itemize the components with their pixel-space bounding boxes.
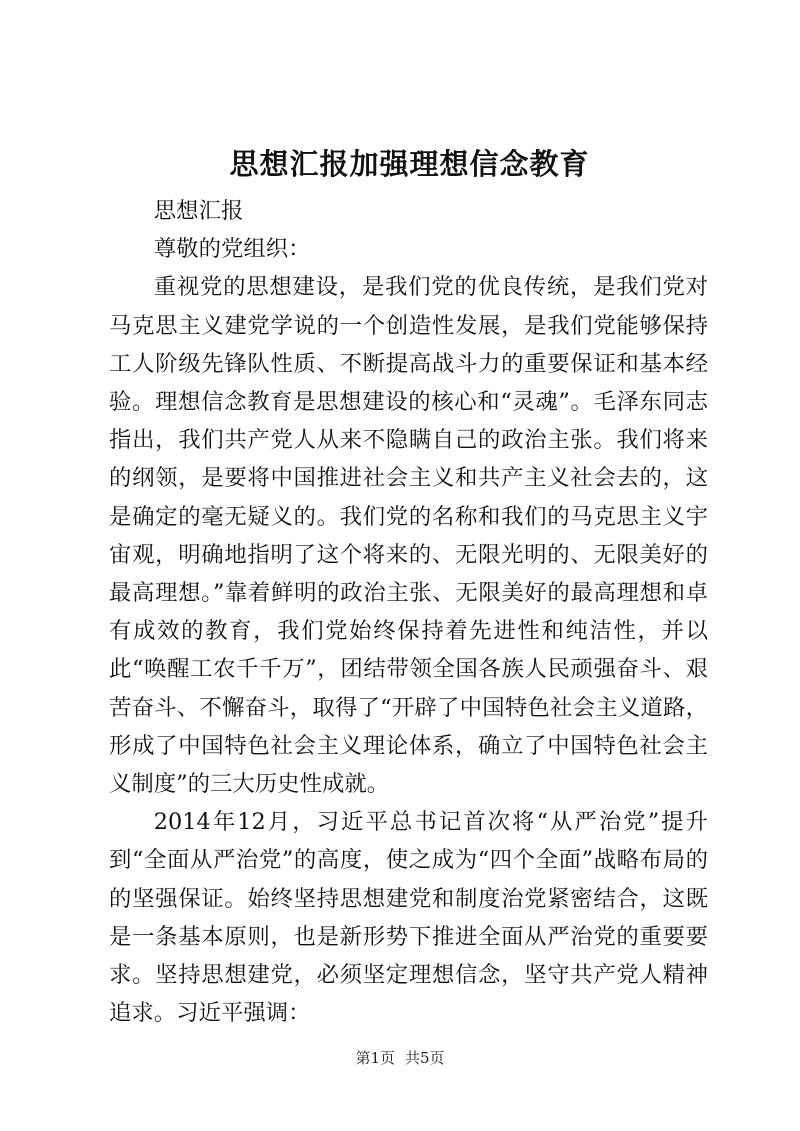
paragraph: 2014年12月，习近平总书记首次将“从严治党”提升到“全面从严治党”的高度，使之成为“四个全面”战略布局的的坚强保证。始终坚持思想建党和制度治党紧密结合，这既是一条基本原则，也是新形势下推进全面从严治党的重要要求。坚持思想建党，必须坚定理想信念，坚守共产党人精神追求。习近平强调： bbox=[109, 809, 708, 1027]
document-title: 思想汇报加强理想信念教育 bbox=[229, 147, 590, 181]
page-number: 第1页 bbox=[355, 1049, 395, 1067]
page-total: 共5页 bbox=[405, 1049, 445, 1067]
document-body bbox=[109, 192, 708, 1032]
page-footer bbox=[0, 1048, 800, 1068]
paragraph-heading: 思想汇报 bbox=[153, 198, 244, 224]
paragraph: 重视党的思想建设，是我们党的优良传统，是我们党对马克思主义建党学说的一个创造性发展，是我们党能够保持工人阶级先锋队性质、不断提高战斗力的重要保证和基本经验。理想信念教育是思想建设的核心和“灵魂”。毛泽东同志指出，我们共产党人从来不隐瞒自己的政治主张。我们将来的纲领，是要将中国推进社会主义和共产主义社会去的，这是确定的毫无疑义的。我们党的名称和我们的马克思主义宇宙观，明确地指明了这个将来的、无限光明的、无限美好的最高理想。”靠着鲜明的政治主张、无限美好的最高理想和卓有成效的教育，我们党始终保持着先进性和纯洁性，并以此“唤醒工农千千万”，团结带领全国各族人民顽强奋斗、艰苦奋斗、不懈奋斗，取得了“开辟了中国特色社会主义道路，形成了中国特色社会主义理论体系，确立了中国特色社会主义制度”的三大历史性成就。 bbox=[109, 274, 708, 798]
paragraph-salutation: 尊敬的党组织： bbox=[153, 236, 311, 263]
